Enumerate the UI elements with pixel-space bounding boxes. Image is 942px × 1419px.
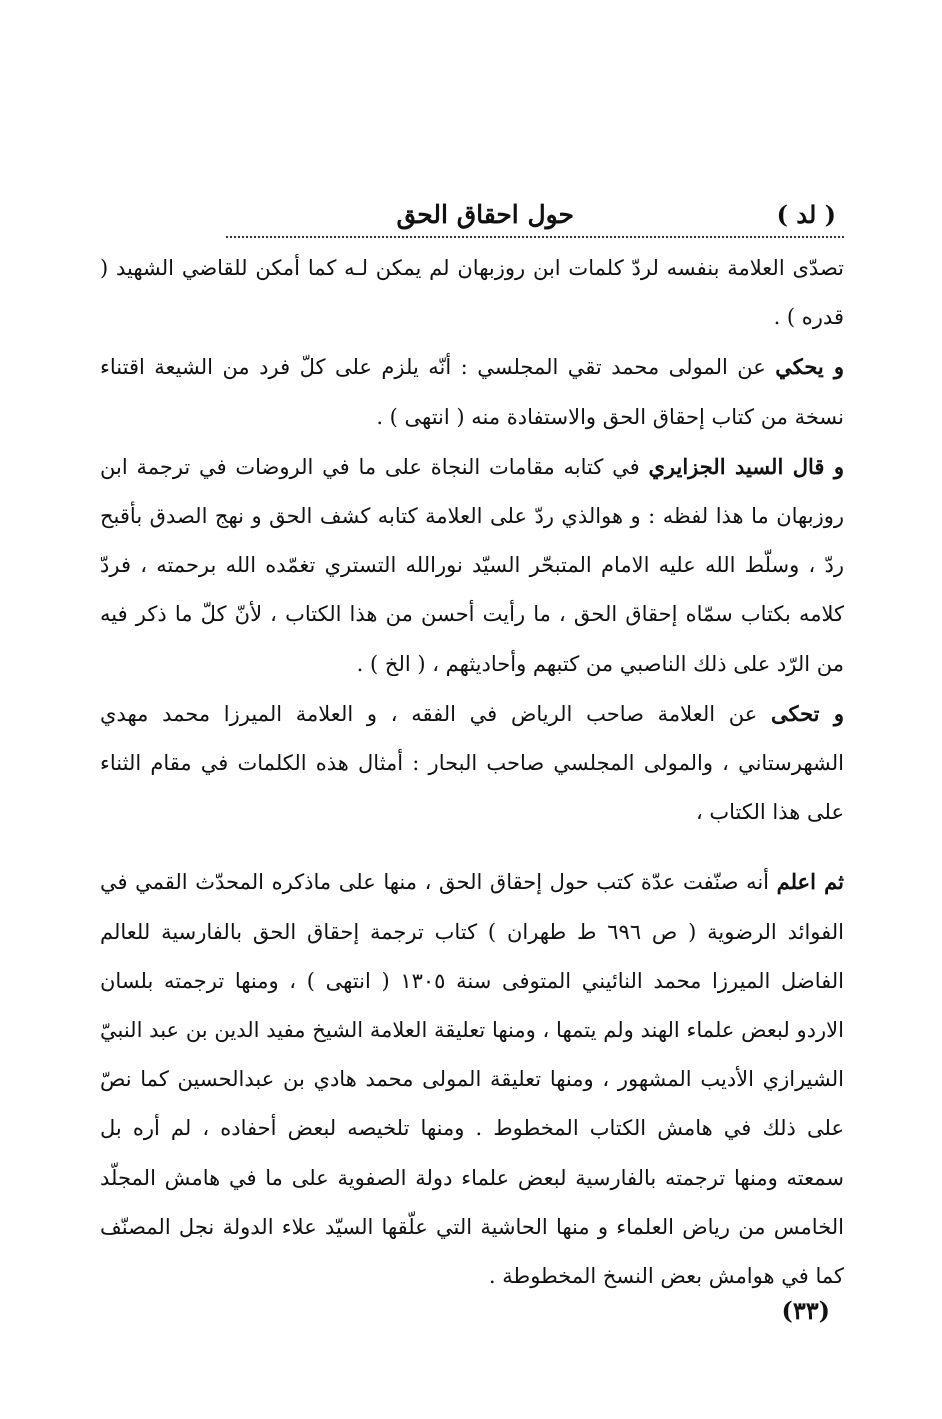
paragraph-3-lead: و قال السيد الجزايري [648,453,844,479]
paragraph-3 [100,442,844,689]
paragraph-spacer [100,837,844,857]
paragraph-3-text: في كتابه مقامات النجاة على ما في الروضات في ترجمة ابن روزبهان ما هذا لفظه : و هوالذي ردّ على العلامة كتابه كشف الحق و نهج الصدق بأقبح ردّ ، وسلّط الله عليه الامام المتبحّر السيّد نورالله التستري تغمّده الله برحمته ، فردّ كلامه بكتاب سمّاه إحقاق الحق ، ما رأيت أحسن من هذا الكتاب ، لأنّ كلّ ما ذكر فيه من الرّد على ذلك الناصبي من كتبهم وأحاديثهم ، ( الخ ) . [100,454,844,676]
paragraph-4-text: عن العلامة صاحب الرياض في الفقه ، و العلامة الميرزا محمد مهدي الشهرستاني ، والمولى المجلسي صاحب البحار : أمثال هذه الكلمات في مقام الثناء على هذا الكتاب ، [100,701,844,825]
body-text [100,244,844,1301]
page-header [100,196,844,236]
paragraph-2 [100,342,844,441]
paragraph-5-lead: ثم اعلم [776,869,844,895]
paragraph-1 [100,244,844,342]
paragraph-1-text: تصدّى العلامة بنفسه لردّ كلمات ابن روزبهان لم يمكن لـه كما أمكن للقاضي الشهيد ( قدره ) . [100,256,844,330]
paragraph-2-text: عن المولى محمد تقي المجلسي : أنّه يلزم على كلّ فرد من الشيعة اقتناء نسخة من كتاب إحقاق الحق والاستفادة منه ( انتهى ) . [100,355,844,429]
header-title: حول احقاق الحق [396,200,574,229]
header-page-label: ( لد ) [776,200,836,229]
paragraph-2-lead: و يحكي [775,354,844,380]
paragraph-5-text: أنه صنّفت عدّة كتب حول إحقاق الحق ، منها على ماذكره المحدّث القمي في الفوائد الرضوية ( ص ٦٩٦ ط طهران ) كتاب ترجمة إحقاق الحق بالفارسية للعالم الفاضل الميرزا محمد النائيني المتوفى سنة ١٣٠٥ ( انتهى ) ، ومنها ترجمته بلسان الاردو لبعض علماء الهند ولم يتمها ، ومنها تعليقة العلامة الشيخ مفيد الدين بن عبد النبيّ الشيرازي الأديب المشهور ، ومنها تعليقة المولى محمد هادي بن عبدالحسين كما نصّ على ذلك في هامش الكتاب المخطوط . ومنها تلخيصه لبعض أحفاده ، لم أره بل سمعته ومنها ترجمته بالفارسية لبعض علماء دولة الصفوية على ما في هامش المجلّد الخامس من رياض العلماء و منها الحاشية التي علّقها السيّد علاء الدولة نجل المصنّف كما في هوامش بعض النسخ المخطوطة . [100,870,844,1289]
header-dotted-rule [226,236,844,238]
paragraph-4 [100,689,844,838]
footer-page-number: (٣٣) [781,1296,830,1325]
paragraph-4-lead: و تحكى [771,700,844,726]
paragraph-5 [100,857,844,1301]
